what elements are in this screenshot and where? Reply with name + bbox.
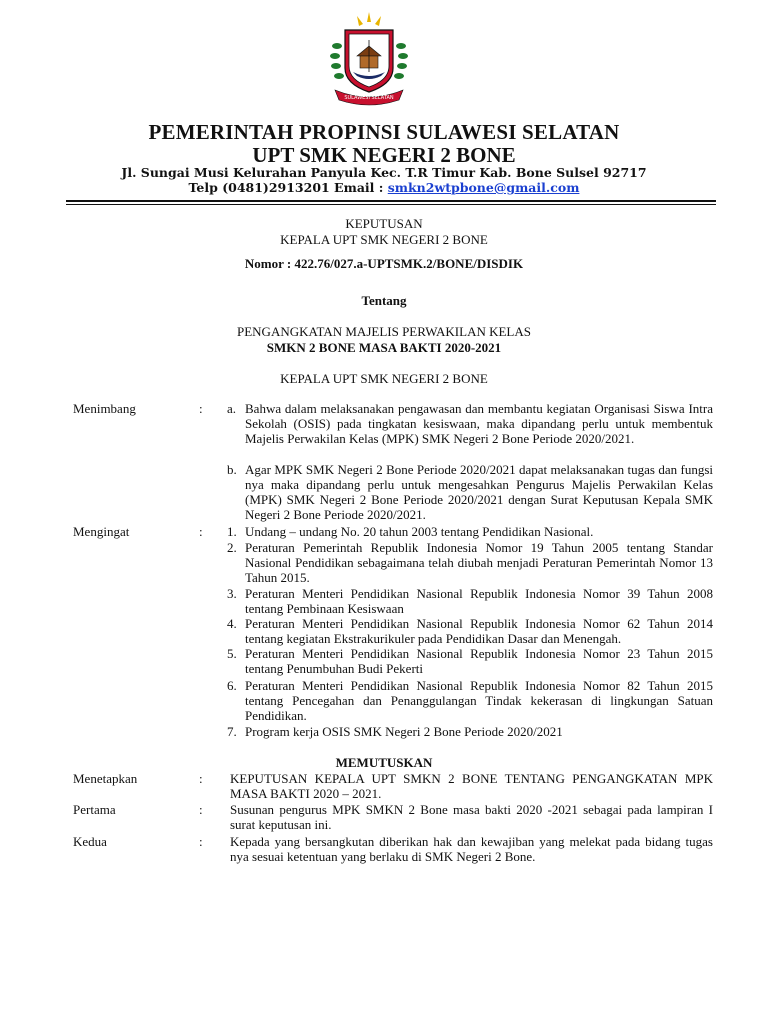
- menimbang-item-num: a.: [227, 401, 237, 416]
- decree-issuer: KEPALA UPT SMK NEGERI 2 BONE: [280, 232, 488, 247]
- decree-heading: KEPUTUSAN: [345, 216, 423, 231]
- menimbang-item-num: b.: [227, 462, 237, 477]
- address-line: Jl. Sungai Musi Kelurahan Panyula Kec. T.R Timur Kab. Bone Sulsel 92717: [121, 165, 647, 180]
- emblem-ribbon-text: SULAWESI SELATAN: [344, 95, 394, 101]
- institution-line-1: PEMERINTAH PROPINSI SULAWESI SELATAN: [148, 120, 620, 144]
- sulawesi-selatan-emblem-icon: [327, 10, 411, 106]
- memutuskan-heading: MEMUTUSKAN: [335, 755, 433, 770]
- institution-line-2: UPT SMK NEGERI 2 BONE: [252, 143, 516, 167]
- mengingat-item-num: 7.: [227, 724, 237, 739]
- menimbang-item-text: Agar MPK SMK Negeri 2 Bone Periode 2020/2021 dapat melaksanakan tugas dan fungsi nya maka dipandang perlu untuk mengesahkan Pengurus Majelis Perwakilan Kelas (MPK) SMK Negeri 2 Bone Periode 2020/2021 dengan Surat Keputusan Kepala SMK Negeri 2 Bone Periode 2020/2021.: [245, 462, 713, 522]
- menimbang-colon: :: [199, 401, 203, 416]
- mengingat-item-text: Undang – undang No. 20 tahun 2003 tentang Pendidikan Nasional.: [245, 524, 594, 539]
- menetapkan-colon: :: [199, 771, 203, 786]
- mengingat-item-text: Peraturan Menteri Pendidikan Nasional Republik Indonesia Nomor 82 Tahun 2015 tentang Pencegahan dan Penanggulangan Tindak kekerasan di lingkungan Satuan Pendidikan.: [245, 678, 713, 723]
- menimbang-item-text: Bahwa dalam melaksanakan pengawasan dan membantu kegiatan Organisasi Siswa Intra Sekolah (OSIS) pada tingkatan kesiswaan, maka dipandang perlu untuk membentuk Majelis Perwakilan Kelas (MPK) SMK Negeri 2 Bone Periode 2020/2021.: [245, 401, 713, 446]
- mengingat-item-text: Peraturan Menteri Pendidikan Nasional Republik Indonesia Nomor 23 Tahun 2015 tentang Penumbuhan Budi Pekerti: [245, 646, 713, 676]
- decree-number: Nomor : 422.76/027.a-UPTSMK.2/BONE/DISDIK: [244, 256, 524, 271]
- decree-subject-line-2: SMKN 2 BONE MASA BAKTI 2020-2021: [266, 340, 502, 355]
- mengingat-item-text: Peraturan Menteri Pendidikan Nasional Republik Indonesia Nomor 39 Tahun 2008 tentang Pembinaan Kesiswaan: [245, 586, 713, 616]
- letterhead-divider-thin: [66, 204, 716, 205]
- mengingat-item-num: 2.: [227, 540, 237, 555]
- phone-text: Telp (0481)2913201 Email :: [188, 180, 388, 195]
- menetapkan-label: Menetapkan: [73, 771, 138, 786]
- kedua-label: Kedua: [73, 834, 107, 849]
- mengingat-item-text: Peraturan Pemerintah Republik Indonesia Nomor 19 Tahun 2005 tentang Standar Nasional Pendidikan sebagaimana telah diubah menjadi Peraturan Pemerintah Nomor 13 Tahun 2015.: [245, 540, 713, 585]
- mengingat-item-num: 3.: [227, 586, 237, 601]
- pertama-label: Pertama: [73, 802, 116, 817]
- mengingat-item-num: 5.: [227, 646, 237, 661]
- mengingat-item-text: Peraturan Menteri Pendidikan Nasional Republik Indonesia Nomor 62 Tahun 2014 tentang kegiatan Ekstrakurikuler pada Pendidikan Dasar dan Menengah.: [245, 616, 713, 646]
- mengingat-item-text: Program kerja OSIS SMK Negeri 2 Bone Periode 2020/2021: [245, 724, 563, 739]
- mengingat-label: Mengingat: [73, 524, 130, 539]
- kedua-text: Kepada yang bersangkutan diberikan hak dan kewajiban yang melekat pada bidang tugas nya sesuai ketentuan yang berlaku di SMK Negeri 2 Bone.: [230, 834, 713, 864]
- pertama-colon: :: [199, 802, 203, 817]
- letterhead-divider: [66, 200, 716, 202]
- mengingat-item-num: 6.: [227, 678, 237, 693]
- decree-issuer-2: KEPALA UPT SMK NEGERI 2 BONE: [280, 371, 488, 386]
- contact-line: [0, 180, 768, 195]
- mengingat-item-num: 4.: [227, 616, 237, 631]
- decree-about: Tentang: [361, 293, 407, 308]
- menetapkan-text: KEPUTUSAN KEPALA UPT SMKN 2 BONE TENTANG PENGANGKATAN MPK MASA BAKTI 2020 – 2021.: [230, 771, 713, 801]
- mengingat-item-num: 1.: [227, 524, 237, 539]
- mengingat-colon: :: [199, 524, 203, 539]
- pertama-text: Susunan pengurus MPK SMKN 2 Bone masa bakti 2020 -2021 sebagai pada lampiran I surat keputusan ini.: [230, 802, 713, 832]
- email-link[interactable]: smkn2wtpbone@gmail.com: [387, 180, 580, 195]
- kedua-colon: :: [199, 834, 203, 849]
- decree-subject-line-1: PENGANGKATAN MAJELIS PERWAKILAN KELAS: [237, 324, 531, 339]
- menimbang-label: Menimbang: [73, 401, 136, 416]
